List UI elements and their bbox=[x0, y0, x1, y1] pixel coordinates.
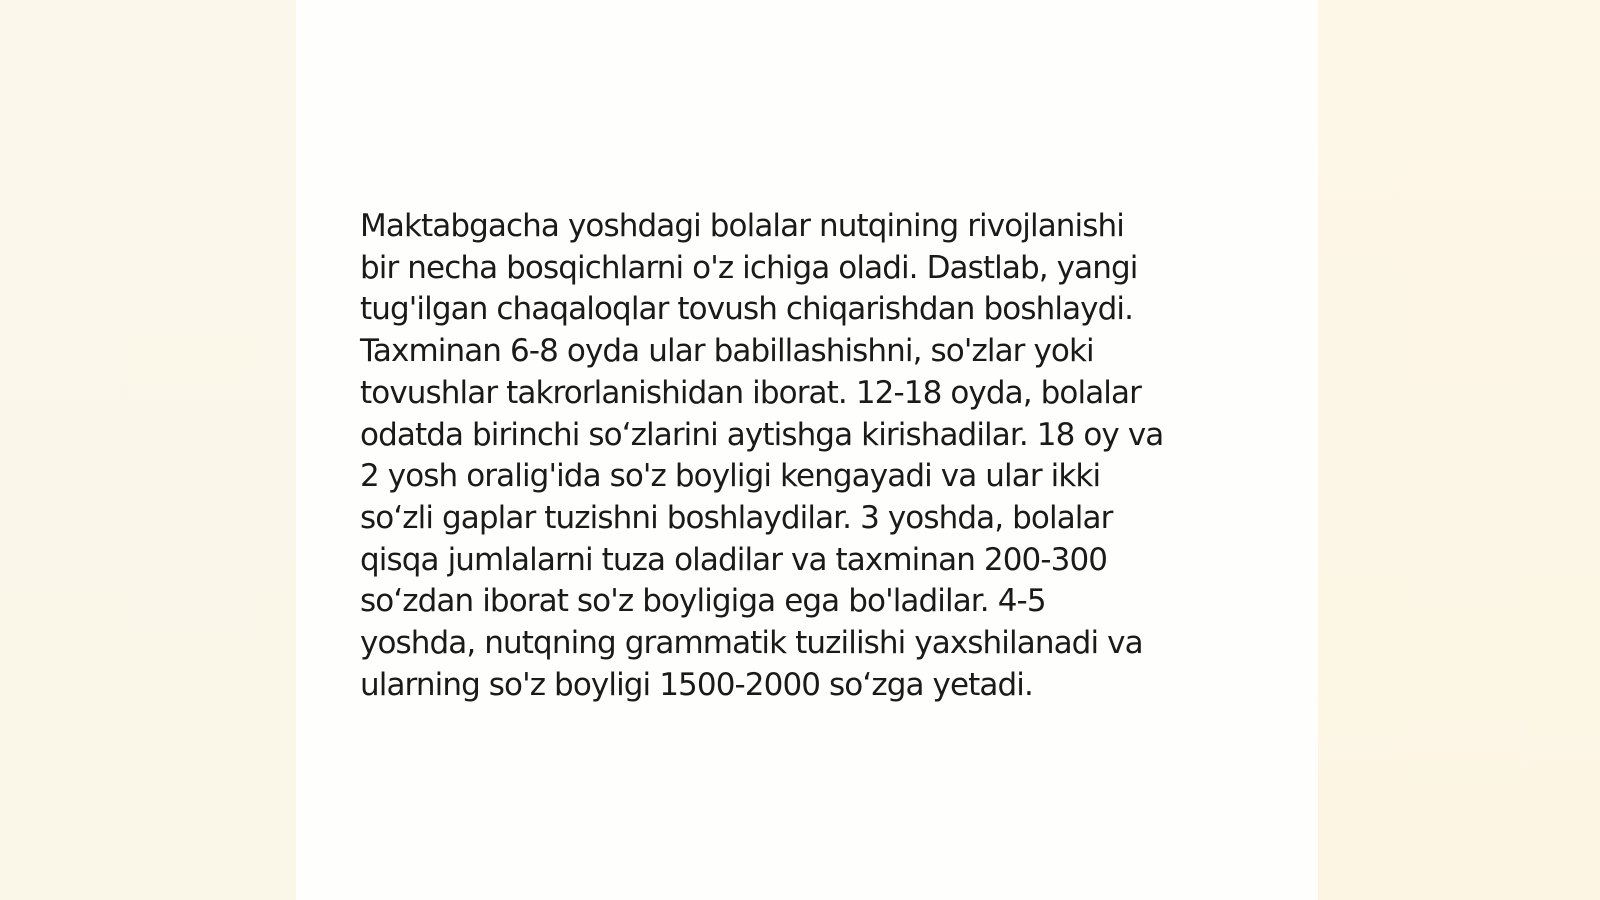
text-line: 2 yosh oralig'ida so'z boyligi kengayadi va ular ikki bbox=[360, 458, 1101, 495]
text-line: qisqa jumlalarni tuza oladilar va taxminan 200-300 bbox=[360, 541, 1108, 578]
left-margin-background bbox=[0, 0, 296, 900]
text-line: Taxminan 6-8 oyda ular babillashishni, so'zlar yoki bbox=[360, 333, 1094, 370]
text-line: bir necha bosqichlarni o'z ichiga oladi. Dastlab, yangi bbox=[360, 249, 1138, 286]
text-line: so‘zli gaplar tuzishni boshlaydilar. 3 yoshda, bolalar bbox=[360, 499, 1113, 536]
right-margin-background bbox=[1318, 0, 1600, 900]
slide-body-text bbox=[360, 206, 1260, 706]
text-line: ularning so'z boyligi 1500-2000 so‘zga yetadi. bbox=[360, 666, 1033, 703]
text-line: so‘zdan iborat so'z boyligiga ega bo'ladilar. 4-5 bbox=[360, 583, 1046, 620]
text-line: tovushlar takrorlanishidan iborat. 12-18 oyda, bolalar bbox=[360, 374, 1141, 411]
text-line: Maktabgacha yoshdagi bolalar nutqining rivojlanishi bbox=[360, 208, 1124, 244]
text-line: yoshda, nutqning grammatik tuzilishi yaxshilanadi va bbox=[360, 625, 1143, 662]
slide-page bbox=[296, 0, 1318, 900]
text-line: odatda birinchi so‘zlarini aytishga kirishadilar. 18 oy va bbox=[360, 416, 1164, 453]
text-line: tug'ilgan chaqaloqlar tovush chiqarishdan boshlaydi. bbox=[360, 291, 1134, 328]
